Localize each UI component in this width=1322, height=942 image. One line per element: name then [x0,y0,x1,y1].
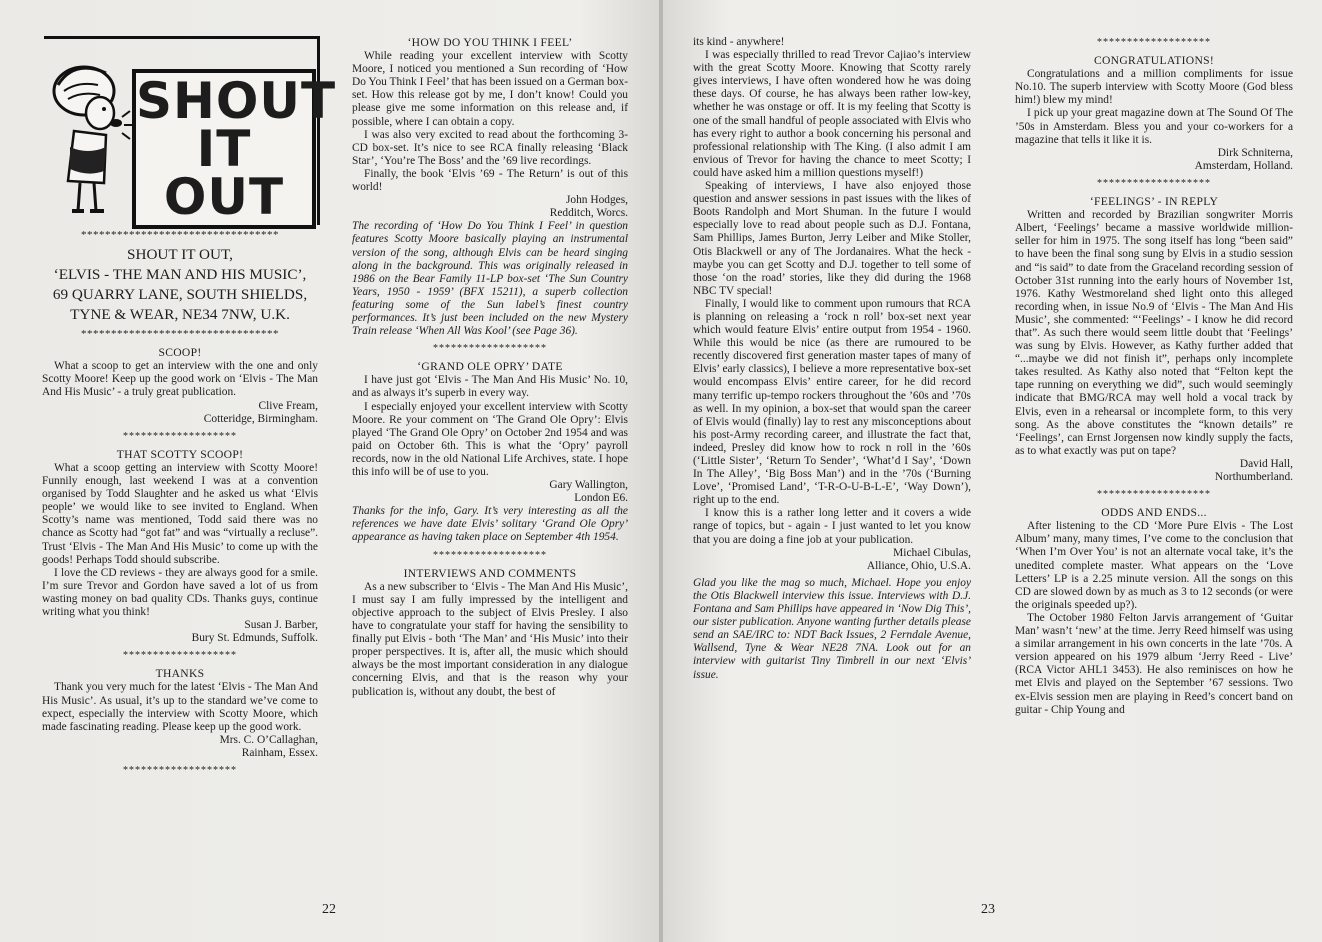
column-3 [693,36,971,682]
address-line-4: TYNE & WEAR, NE34 7NW, U.K. [70,306,290,324]
letter-signature: Michael Cibulas, [893,546,971,559]
column-2 [352,36,628,699]
page-22 [0,0,659,942]
divider-stars: ******************* [433,549,547,561]
mascot-illustration [44,51,134,221]
logo-title [132,69,337,229]
letter-heading: THANKS [155,667,205,681]
letter-body: Written and recorded by Brazilian songwriter Morris Albert, ‘Feelings’ became a massive worldwide million-seller for him in 1975. The song itself has long “been said” to have been the final song sung by Elvis in a studio session and “is said” to date from the Graceland recording session of October 31st running into the early hours of November 1st, 1976. Kathy Westmoreland shed light onto this alleged recording when, in issue No.9 of ‘Elvis - The Man And His Music’, she commented: “‘Feelings’ - I know he did record that”. As such there would seem little doubt that ‘Feelings’ was sung by Elvis. However, as Kathy further added that “...maybe we did not finish it”, perhaps only incomplete takes resulted. As Kathy also noted that “Felton kept the tape running on everything we did”, such would seemingly indicate that BMG/RCA may well hold a vocal track by Elvis, even in a rehearsal or incomplete form, to this very song. As the above constitutes the “known details” re ‘Feelings’, can Ernst Jorgensen now kindly supply the facts, as to what exactly was put on tape? [1015,209,1293,457]
letter-body: Finally, I would like to comment upon rumours that RCA is planning on releasing a ‘rock n roll’ box-set next year which would feature Elvis’ entire output from 1954 - 1960. While this would be nice (as there are rumoured to be recently discovered first generation master tapes of many of Elvis’ early classics), I believe a more representative box-set would encompass Elvis’ entire career, for he did record many terrific up-tempo rockers throughout the ’60s and ’70s as well. In my opinion, a box-set that would span the career of Elvis would (finally) lay to rest any misconceptions about his post-Army recording career, and illustrate the fact that, indeed, Presley did know how to rock n roll in the ’60s (‘Little Sister’, ‘Return To Sender’, ‘What’d I Say’, ‘Down In The Alley’, ‘Big Boss Man’) and in the ’70s (‘Burning Love’, ‘Promised Land’, ‘T-R-O-U-B-L-E’, ‘Way Down’), right up to the end. [693,297,971,507]
letter-body: Congratulations and a million compliments for issue No.10. The superb interview with Scotty Moore (God bless him!) blew my mind! [1015,68,1293,107]
address-line-3: 69 QUARRY LANE, SOUTH SHIELDS, [52,286,308,304]
logo-line-3: OUT [163,168,285,226]
letter-heading: ‘FEELINGS’ - IN REPLY [1089,195,1219,209]
shout-it-out-logo [44,36,337,226]
divider-stars: ******************* [1097,177,1211,189]
letter-body: I love the CD reviews - they are always good for a smile. I’m sure Trevor and Gordon have saved a lot of us from wasting money on bad quality CDs. Thanks guys, continue writing what you think! [42,566,318,618]
letter-signature: David Hall, [1239,457,1293,470]
letter-location: Redditch, Worcs. [549,207,628,220]
letter-body: Speaking of interviews, I have also enjoyed those question and answer sessions in past issues with the likes of Boots Randolph and Mort Shuman. In the future I would especially love to read about people such as D.J. Fontana, Sam Phillips, James Burton, Jerry Leiber and Mike Stoller, Otis Blackwell or any of The Jordanaires. What the heck - maybe you can get Scotty and D.J. together to tell some of those ‘on the road’ stories, like they did during the 1968 NBC TV special! [693,180,971,297]
letter-body: I was also very excited to read about the forthcoming 3-CD box-set. It’s nice to see RCA finally releasing ‘Black Star’, ‘You’re The Boss’ and the ’69 live recordings. [352,128,628,167]
letter-location: Bury St. Edmunds, Suffolk. [191,632,318,645]
letter-signature: Susan J. Barber, [244,619,318,632]
letter-body: Finally, the book ‘Elvis ’69 - The Return’ is out of this world! [352,167,628,194]
letter-body: The October 1980 Felton Jarvis arrangement of ‘Guitar Man’ wasn’t ‘new’ at the time. Jerry Reed himself was using a similar arrangement in his own concerts in the late ’70s. A version appeared on his 1979 album ‘Jerry Reed - Live’ (RCA Victor AHL1 3453). He also reminisces on how he met Elvis and played on the September ’67 sessions. Two ex-Elvis session men are playing in Reed’s concert band on guitar - Chip Young and [1015,611,1293,716]
letter-location: London E6. [574,492,628,505]
letter-body: its kind - anywhere! [693,36,785,48]
logo-line-1: SHOUT [136,72,337,130]
letter-signature: John Hodges, [565,194,628,207]
logo-line-2: IT [196,120,252,178]
letter-heading: INTERVIEWS AND COMMENTS [403,566,577,580]
letter-heading: THAT SCOTTY SCOOP! [116,447,244,461]
letter-body: As a new subscriber to ‘Elvis - The Man And His Music’, I must say I am fully impressed by the intelligent and objective approach to the subject of Elvis Presley. I also have to congratulate your staff for having the sensibility to finally put Elvis - both ‘The Man’ and ‘His Music’ into their proper perspectives. It is, after all, the music which should always be the most important consideration in any dialogue concerning Elvis, and that is the reason why your publication is, without any doubt, the best of [352,580,628,698]
letter-body: I pick up your great magazine down at The Sound Of The ’50s in Amsterdam. Bless you and your co-workers for a magazine that tells it like it is. [1015,107,1293,146]
column-4 [1015,36,1293,717]
address-line-2: ‘ELVIS - THE MAN AND HIS MUSIC’, [53,266,307,284]
page-23 [663,0,1322,942]
letter-heading: SCOOP! [158,346,202,360]
editor-reply: Thanks for the info, Gary. It’s very interesting as all the references we have date Elvis’ solitary ‘Grand Ole Opry’ appearance as having taken place on September 4th 1954. [352,505,628,544]
letter-signature: Mrs. C. O’Callaghan, [219,733,318,746]
divider-stars: ******************* [123,650,237,662]
letter-body: I have just got ‘Elvis - The Man And His Music’ No. 10, and as always it’s superb in every way. [352,374,628,400]
address-line-1: SHOUT IT OUT, [127,246,233,264]
letter-body: I was especially thrilled to read Trevor Cajiao’s interview with the great Scotty Moore. Knowing that Scotty rarely gives interviews, I have often wondered how he was doing these days. Of course, he has always been rather low-key, whether he was onstage or off. It is my feeling that Scotty is one of the small handful of people associated with Elvis who has every right to author a book concerning his personal and professional relationship with The King. (I also admit I am envious of Trevor for having the chance to meet Scotty; I could have asked him a million questions myself!) [693,49,971,179]
page-number: 23 [981,902,995,917]
letter-body: I especially enjoyed your excellent interview with Scotty Moore. Re your comment on ‘The Grand Ole Opry’: Elvis played ‘The Grand Ole Opry’ on October 2nd 1954 and was paid on October 6th. This is what the ‘Opry’ payroll records, now in the old National Life Archives, state. I hope this info will be of use to you. [352,400,628,478]
letter-body: I know this is a rather long letter and it covers a wide range of topics, but - again - I just wanted to let you know that you are doing a fine job at your publication. [693,507,971,546]
letter-body: While reading your excellent interview with Scotty Moore, I noticed you mentioned a Sun recording of ‘How Do You Think I Feel’ that has been issued on a German box-set. How this release got by me, I don’t know! Could you please give me some information on this release and, if possible, where I can obtain a copy. [352,50,628,128]
letter-body: After listening to the CD ‘More Pure Elvis - The Lost Album’ many, many times, I’ve come to the conclusion that ‘When I’m Over You’ is not an alternate vocal take, it’s the unedited complete master. What appears on the ‘Love Letters’ LP is a 2.25 minute version. All the songs on this CD are slowed down by as much as 3 to 12 seconds (or were the originals speeded up?). [1015,520,1293,611]
letter-location: Amsterdam, Holland. [1194,159,1293,172]
letter-heading: ‘HOW DO YOU THINK I FEEL’ [407,36,573,49]
page-number: 22 [322,902,336,917]
letter-heading: ‘GRAND OLE OPRY’ DATE [417,360,563,374]
divider-stars: ******************* [433,343,547,355]
letter-location: Rainham, Essex. [241,746,318,759]
divider-stars: ******************* [1097,489,1211,501]
letter-signature: Gary Wallington, [549,479,628,492]
divider-stars: ******************* [123,430,237,442]
letter-body: Thank you very much for the latest ‘Elvis - The Man And His Music’. As usual, it’s up to the standard we’ve come to expect, especially the interview with Scotty Moore, which made fascinating reading. Please keep up the good work. [42,681,318,733]
letter-signature: Clive Fream, [258,399,318,412]
letter-body: What a scoop to get an interview with the one and only Scotty Moore! Keep up the good work on ‘Elvis - The Man And His Music’ - a truly great publication. [42,360,318,399]
divider-stars: ********************************* [81,328,279,341]
letter-location: Cotteridge, Birmingham. [203,412,318,425]
letter-heading: CONGRATULATIONS! [1093,54,1215,68]
column-1 [42,36,337,779]
editor-reply: The recording of ‘How Do You Think I Feel’ in question features Scotty Moore basically playing an instrumental version of the song, although Elvis can be heard singing along in the background. This was originally released in 1986 on the Bear Family 11-LP box-set ‘The Sun Country Years, 1950 - 1959’ (BFX 15211), a superb collection featuring some of the Sun label’s finest country performances. It’s just been included on the new Mystery Train release ‘When All Was Kool’ (see Page 36). [352,220,628,338]
letter-heading: ODDS AND ENDS... [1101,506,1207,520]
letter-location: Alliance, Ohio, U.S.A. [866,559,971,572]
divider-stars: ******************* [123,765,237,776]
letter-signature: Dirk Schniterna, [1217,146,1293,159]
letter-body: What a scoop getting an interview with Scotty Moore! Funnily enough, last weekend I was at a convention organised by Todd Slaughter and he asked us what ‘Elvis people’ we would like to see invited to England. When Scotty’s name was mentioned, Todd said there was no chance as Scotty had “got fat” and was “virtually a recluse”. Trust ‘Elvis - The Man And His Music’ to come up with the goods! Perhaps Todd should subscribe. [42,461,318,566]
editor-reply: Glad you like the mag so much, Michael. Hope you enjoy the Otis Blackwell interview this issue. Interviews with D.J. Fontana and Sam Phillips have appeared in ‘Now Dig This’, our sister publication. Anyone wanting further details please send an SAE/IRC to: NDT Back Issues, 2 Ferndale Avenue, Wallsend, Tyne & Wear NE28 7NA. Look out for an interview with guitarist Tiny Timbrell in our next ‘Elvis’ issue. [693,576,971,681]
divider-stars: ********************************* [81,229,279,241]
letter-location: Northumberland. [1214,471,1293,483]
divider-stars: ******************* [1097,37,1211,48]
